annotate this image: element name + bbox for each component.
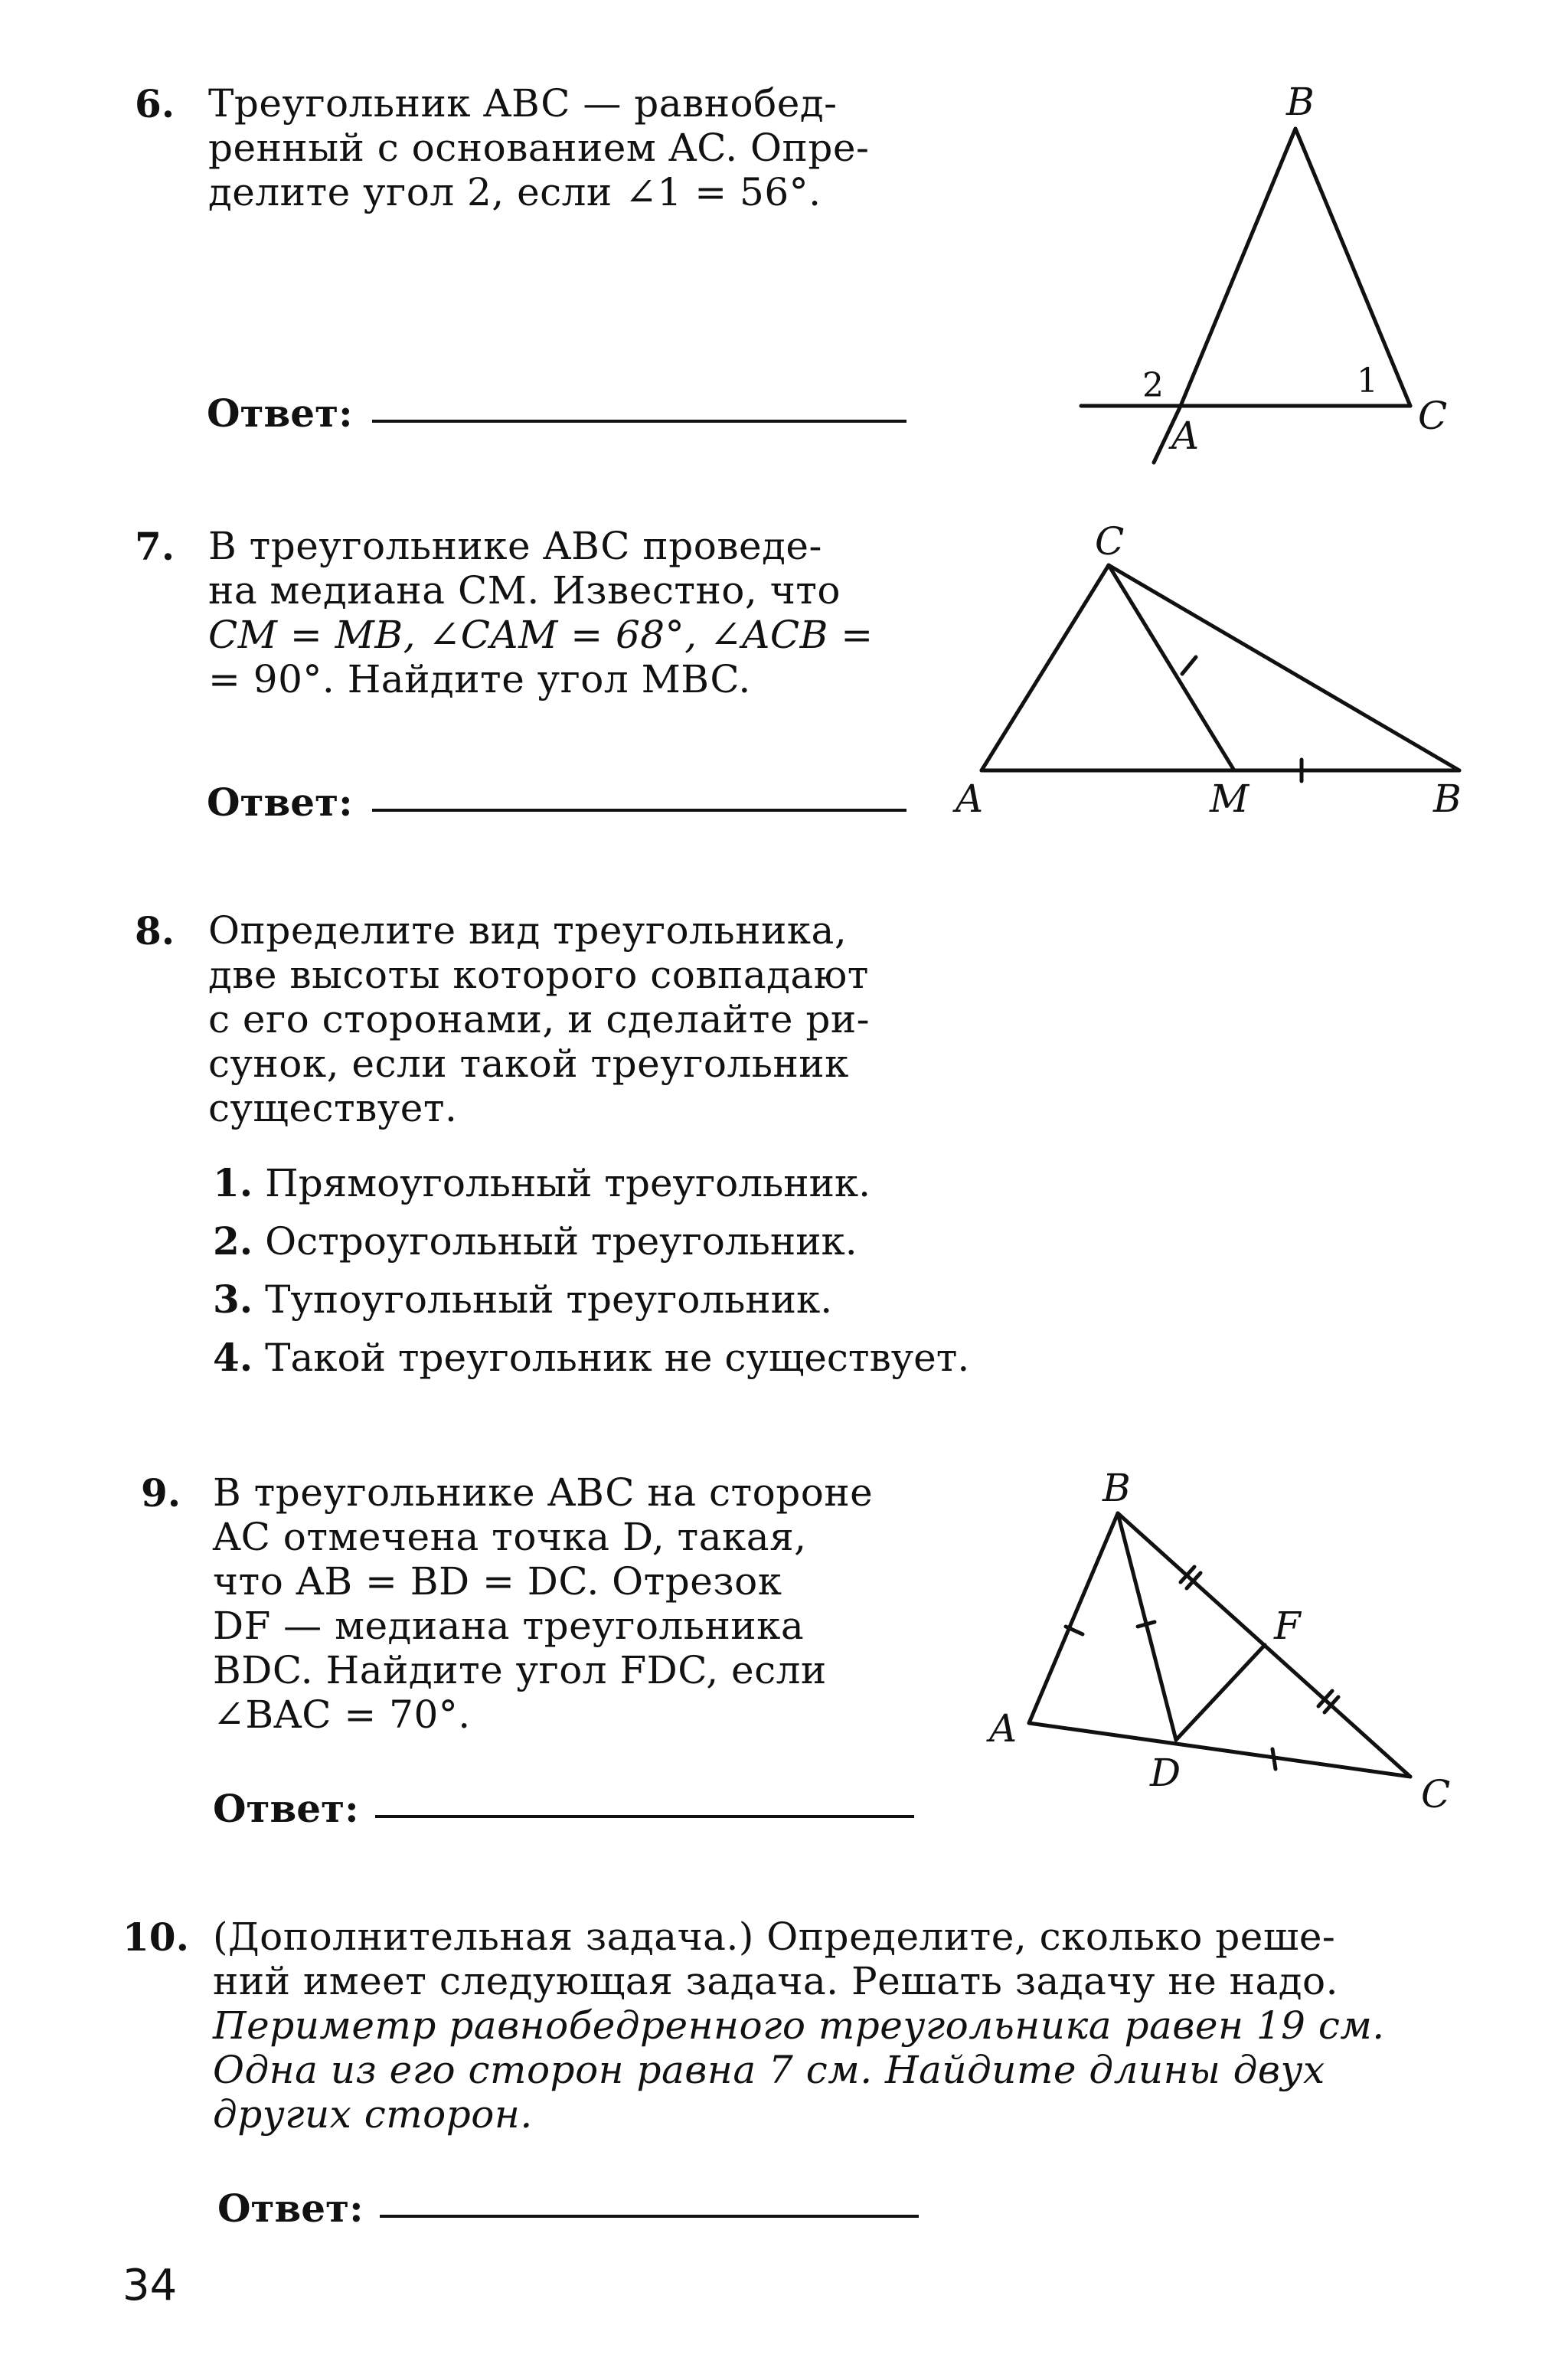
task8-line-1: Определите вид треугольника, [208,908,848,953]
task7-number: 7. [135,524,175,569]
task7-line-3: CM = MB, ∠CAM = 68°, ∠ACB = [208,613,874,657]
task6-line-3: делите угол 2, если ∠1 = 56°. [208,170,822,214]
task7-label-m: M [1210,777,1250,821]
task6-label-b: B [1286,80,1315,124]
task9-answer-field[interactable] [375,1815,914,1818]
task6-side-ab [1181,129,1295,406]
task10-number: 10. [122,1915,189,1960]
task9-tick-bd [1138,1622,1155,1627]
task9-segment-bd [1118,1513,1176,1740]
task10-line-5: других сторон. [213,2092,533,2137]
task9-line-6: ∠BAC = 70°. [213,1692,471,1737]
task9-median-df [1176,1645,1265,1740]
option-2-num: 2. [213,1218,253,1264]
task6-label-c: C [1418,394,1448,438]
task9-side-bc [1118,1513,1410,1777]
task9-label-b: B [1102,1466,1131,1510]
task9-tick-fc-1 [1318,1691,1332,1706]
task7-median-cm [1109,565,1234,770]
task6-answer-label: Ответ: [207,391,353,436]
task7-line-1: В треугольнике ABC проведе- [208,524,822,568]
task9-line-3: что AB = BD = DC. Отрезок [213,1559,782,1604]
task8-number: 8. [135,908,175,953]
task8-line-5: существует. [208,1086,458,1130]
option-3-num: 3. [213,1277,253,1322]
task7-answer-label: Ответ: [207,780,353,825]
task10-line-3: Периметр равнобедренного треугольника равен 19 см. [213,2003,1385,2048]
task10-answer-label: Ответ: [217,2186,364,2231]
task7-line-4: = 90°. Найдите угол MBC. [208,657,751,701]
task9-tick-ab [1066,1627,1083,1634]
task9-label-d: D [1150,1751,1181,1795]
task6-line-2: ренный с основанием AC. Опре- [208,126,870,170]
option-3-text: Тупоугольный треугольник. [265,1277,833,1322]
task9-tick-bf-1 [1181,1567,1194,1582]
task7-label-c: C [1095,519,1125,564]
option-1-text: Прямоугольный треугольник. [265,1161,871,1205]
task9-label-a: A [989,1706,1018,1751]
task8-option-2[interactable] [213,1219,858,1264]
task8-option-4[interactable] [213,1336,969,1380]
task7-side-ca [982,565,1109,770]
page-number: 34 [122,2261,178,2310]
option-4-text: Такой треугольник не существует. [265,1336,970,1380]
task6-number: 6. [135,81,175,126]
task8-option-3[interactable] [213,1277,832,1322]
task6-ab-extension [1154,406,1181,463]
task6-label-a: A [1171,414,1200,458]
task7-side-cb [1109,565,1459,770]
task9-tick-bf-2 [1187,1573,1200,1588]
task6-answer-field[interactable] [372,420,906,423]
task9-line-4: DF — медиана треугольника [213,1604,805,1648]
task10-line-2: ний имеет следующая задача. Решать задачу не надо. [213,1959,1339,2003]
option-1-num: 1. [213,1160,253,1205]
task9-number: 9. [141,1470,181,1516]
task7-tick-cm [1182,657,1196,674]
task9-line-2: AC отмечена точка D, такая, [213,1515,807,1559]
task6-label-1: 1 [1357,361,1378,401]
task9-line-1: В треугольнике ABC на стороне [213,1470,874,1515]
task8-line-2: две высоты которого совпадают [208,953,869,997]
task9-tick-dc [1272,1749,1276,1769]
task10-line-4: Одна из его сторон равна 7 см. Найдите длины двух [213,2048,1325,2092]
task6-side-bc [1295,129,1410,406]
task9-label-f: F [1274,1604,1301,1648]
task9-line-5: BDC. Найдите угол FDC, если [213,1648,827,1692]
task9-label-c: C [1421,1772,1451,1816]
task7-line-2: на медиана CM. Известно, что [208,568,841,613]
option-4-num: 4. [213,1335,253,1380]
task9-answer-label: Ответ: [213,1786,359,1831]
task9-side-ba [1029,1513,1118,1723]
task10-line-1: (Дополнительная задача.) Определите, сколько реше- [213,1915,1336,1959]
task8-line-4: сунок, если такой треугольник [208,1041,849,1086]
task9-tick-fc-2 [1325,1697,1338,1712]
task7-label-b: B [1433,777,1462,821]
task8-line-3: с его сторонами, и сделайте ри- [208,997,871,1041]
task6-line-1: Треугольник ABC — равнобед- [208,81,838,126]
task6-label-2: 2 [1142,366,1164,405]
task7-answer-field[interactable] [372,809,906,812]
option-2-text: Остроугольный треугольник. [265,1219,858,1264]
task8-option-1[interactable] [213,1161,871,1205]
task10-answer-field[interactable] [380,2215,919,2218]
task7-label-a: A [956,777,984,821]
task9-side-ac [1029,1723,1410,1777]
